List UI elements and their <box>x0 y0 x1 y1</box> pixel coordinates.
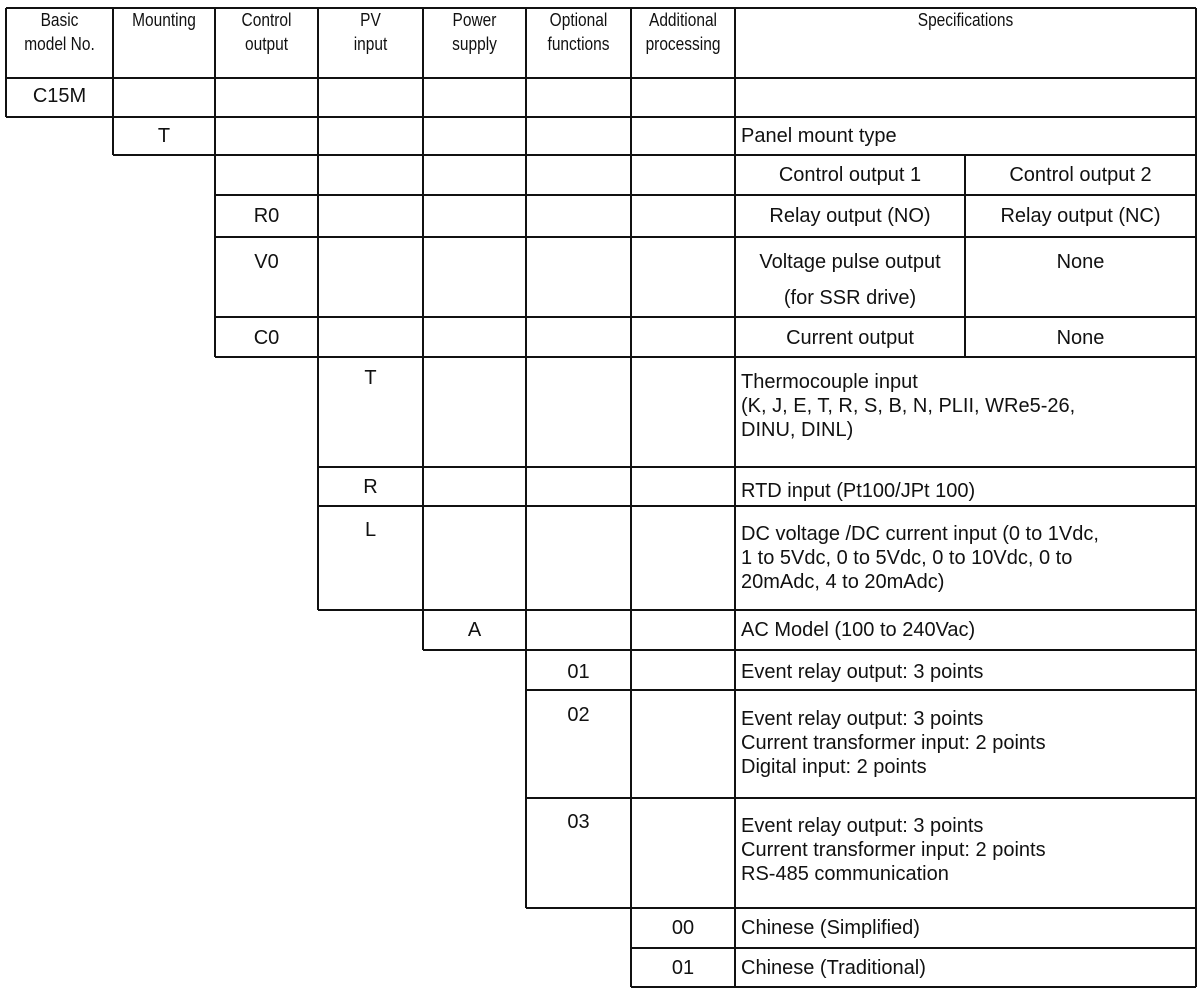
control-output-1-spec: Relay output (NO) <box>769 205 931 227</box>
optional-function-spec: Event relay output: 3 points Current transformer input: 2 points Digital input: 2 points <box>741 708 1046 778</box>
table-rule <box>6 116 1196 118</box>
additional-processing-code: 01 <box>671 957 695 979</box>
table-rule <box>423 649 1196 651</box>
table-rule <box>215 316 1196 318</box>
table-rule <box>318 505 1196 507</box>
pv-input-code: T <box>364 367 377 389</box>
header-optional-functions: Optional functions <box>547 10 610 54</box>
control-output-2-header: Control output 2 <box>1009 164 1152 186</box>
control-output-1-spec: Voltage pulse output <box>759 251 941 273</box>
header-power-supply: Power supply <box>452 10 497 54</box>
optional-function-spec: Event relay output: 3 points <box>741 661 984 683</box>
control-output-code: R0 <box>253 205 280 227</box>
table-rule <box>113 154 1196 156</box>
table-rule <box>215 194 1196 196</box>
header-basic-model-no: Basic model No. <box>24 10 95 54</box>
table-rule <box>525 8 527 908</box>
table-rule <box>1195 8 1197 987</box>
table-rule <box>318 466 1196 468</box>
table-rule <box>6 7 1196 9</box>
table-rule <box>215 356 1196 358</box>
power-supply-spec: AC Model (100 to 240Vac) <box>741 619 976 641</box>
table-rule <box>526 797 1196 799</box>
table-rule <box>526 689 1196 691</box>
table-rule <box>630 8 632 987</box>
control-output-2-spec: Relay output (NC) <box>1000 205 1161 227</box>
additional-processing-code: 00 <box>671 917 695 939</box>
control-output-1-spec: Current output <box>786 327 914 349</box>
table-rule <box>631 986 1196 988</box>
optional-function-spec: Event relay output: 3 points Current transformer input: 2 points RS-485 communication <box>741 815 1046 885</box>
power-supply-code: A <box>467 619 482 641</box>
basic-model-code: C15M <box>32 85 87 107</box>
pv-input-spec: DC voltage /DC current input (0 to 1Vdc, 1 to 5Vdc, 0 to 5Vdc, 0 to 10Vdc, 0 to 20mAdc, 4 to 20mAdc) <box>741 523 1099 593</box>
header-pv-input: PV input <box>353 10 388 54</box>
control-output-code: C0 <box>253 327 280 349</box>
optional-function-code: 02 <box>567 704 590 726</box>
control-output-2-spec: None <box>1056 251 1105 273</box>
mounting-spec: Panel mount type <box>741 125 897 147</box>
optional-function-code: 03 <box>567 811 590 833</box>
control-output-2-spec: None <box>1056 327 1105 349</box>
header-control-output: Control output <box>241 10 292 54</box>
table-rule <box>215 236 1196 238</box>
header-additional-processing: Additional processing <box>645 10 721 54</box>
table-rule <box>214 8 216 357</box>
pv-input-spec: Thermocouple input (K, J, E, T, R, S, B, N, PLII, WRe5-26, DINU, DINL) <box>741 371 1076 441</box>
additional-processing-spec: Chinese (Traditional) <box>741 957 926 979</box>
header-specifications: Specifications <box>917 10 1014 30</box>
additional-processing-spec: Chinese (Simplified) <box>741 917 920 939</box>
header-mounting: Mounting <box>132 10 196 30</box>
mounting-code: T <box>157 125 171 147</box>
pv-input-code: R <box>363 476 378 498</box>
table-rule <box>631 947 1196 949</box>
table-rule <box>318 609 1196 611</box>
table-rule <box>422 8 424 650</box>
optional-function-code: 01 <box>567 661 590 683</box>
table-rule <box>734 8 736 987</box>
table-rule <box>6 77 1196 79</box>
table-rule <box>526 907 1196 909</box>
pv-input-code: L <box>364 519 377 541</box>
control-output-1-spec: (for SSR drive) <box>783 287 917 309</box>
pv-input-spec: RTD input (Pt100/JPt 100) <box>741 480 976 502</box>
control-output-1-header: Control output 1 <box>778 164 922 186</box>
control-output-code: V0 <box>254 251 279 273</box>
